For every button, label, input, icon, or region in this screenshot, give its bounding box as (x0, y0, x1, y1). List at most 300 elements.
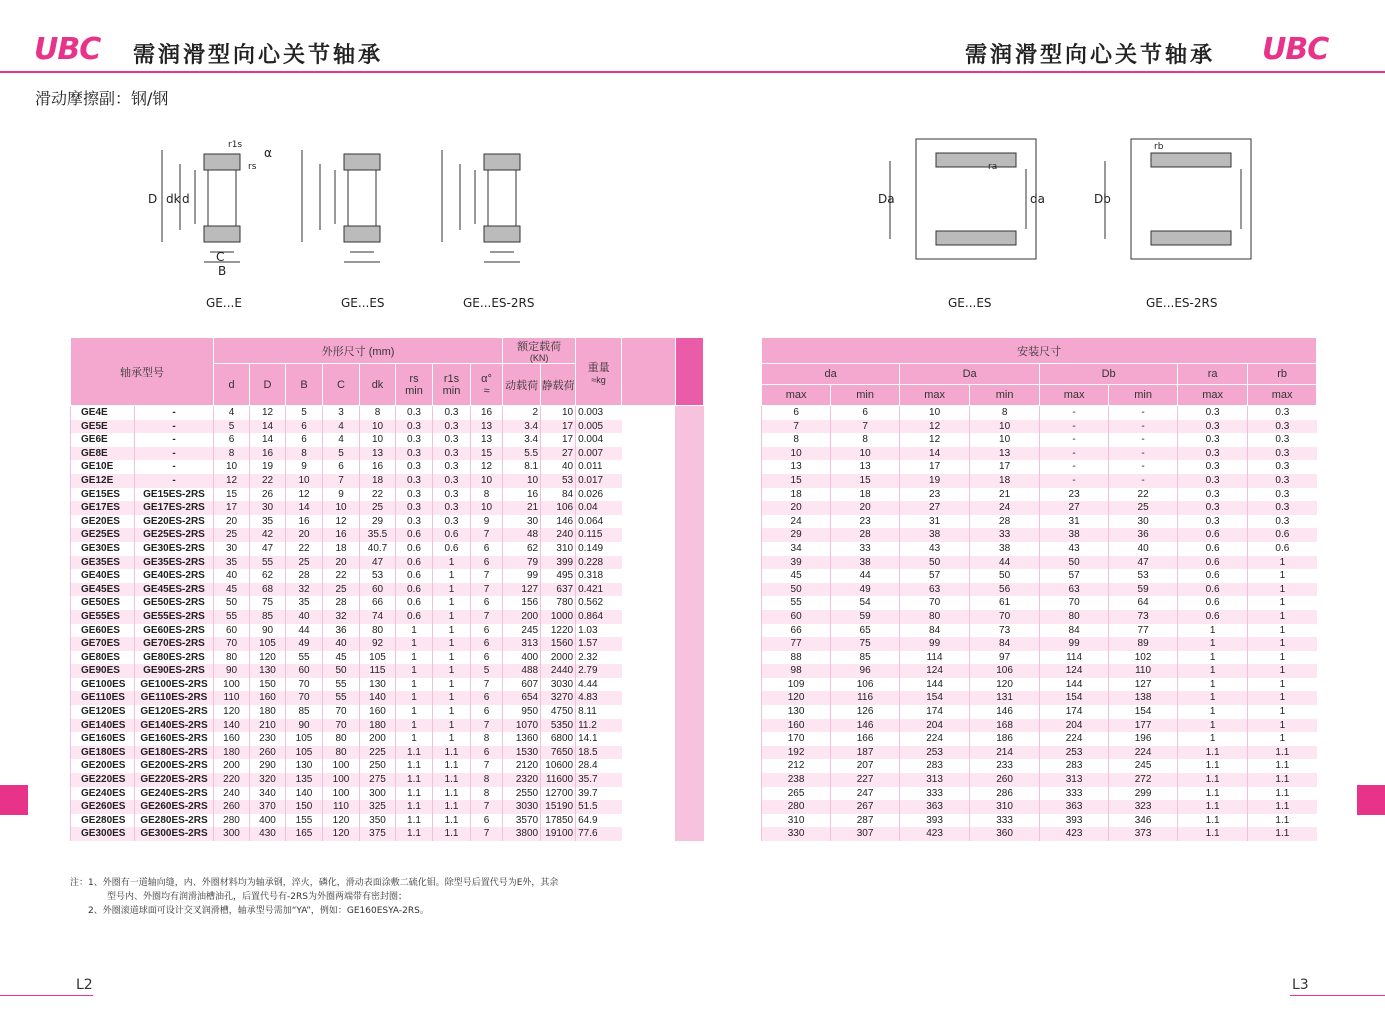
table-cell: 42 (250, 528, 286, 542)
table-cell: 2550 (503, 787, 541, 801)
dim-label-ra: ra (988, 162, 998, 172)
table-cell: GE5E (71, 420, 135, 434)
table-cell: 5350 (541, 719, 576, 733)
table-cell: GE40ES-2RS (135, 569, 214, 583)
spacer-cell (622, 501, 676, 515)
spacer-cell (622, 719, 676, 733)
table-cell: 0.562 (576, 596, 622, 610)
table-cell: 0.149 (576, 542, 622, 556)
table-cell: 245 (503, 624, 541, 638)
table-cell: 240 (214, 787, 250, 801)
table-cell: 8 (360, 406, 396, 420)
table-cell: 0.3 (396, 501, 433, 515)
table-cell: 55 (286, 651, 323, 665)
table-row (71, 827, 1317, 841)
table-cell: 2440 (541, 664, 576, 678)
diagram-ge-es (302, 150, 380, 262)
spacer-cell (622, 787, 676, 801)
table-cell: 25 (286, 556, 323, 570)
table-cell: 14.1 (576, 732, 622, 746)
spacer-cell (704, 678, 762, 692)
header-Db: Db (1040, 364, 1178, 385)
table-cell: 654 (503, 691, 541, 705)
table-cell: GE80ES (71, 651, 135, 665)
table-cell: 177 (1109, 719, 1178, 733)
table-cell: 5 (214, 420, 250, 434)
table-cell: 106 (831, 678, 900, 692)
table-cell: 130 (360, 678, 396, 692)
table-cell: 124 (1040, 664, 1109, 678)
table-cell: GE50ES (71, 596, 135, 610)
table-cell: 0.6 (1178, 610, 1248, 624)
spacer-cell (704, 773, 762, 787)
table-cell: 1.1 (433, 787, 471, 801)
table-cell: GE70ES (71, 637, 135, 651)
table-cell: 1 (1178, 624, 1248, 638)
table-cell: 10 (503, 474, 541, 488)
table-cell: 15190 (541, 800, 576, 814)
diagram-label-ge-e: GE...E (206, 296, 242, 310)
table-cell: 7650 (541, 746, 576, 760)
table-cell: 70 (900, 596, 970, 610)
table-cell: 38 (1040, 528, 1109, 542)
spacer-cell (676, 719, 704, 733)
table-cell: GE6E (71, 433, 135, 447)
table-cell: 131 (970, 691, 1040, 705)
spacer-cell (704, 705, 762, 719)
table-row (71, 637, 1317, 651)
header-dimensions: 外形尺寸 (mm) (214, 338, 503, 364)
table-cell: 1.1 (1178, 827, 1248, 841)
spacer-cell (676, 474, 704, 488)
spacer-cell (704, 596, 762, 610)
spacer-cell (676, 501, 704, 515)
table-cell: 6 (471, 814, 503, 828)
table-cell: 14 (250, 420, 286, 434)
table-cell: 210 (250, 719, 286, 733)
table-cell: 10 (360, 433, 396, 447)
header-min: min (1109, 385, 1178, 406)
table-cell: 10 (541, 406, 576, 420)
table-cell: 140 (214, 719, 250, 733)
table-cell: 0.6 (1248, 542, 1317, 556)
table-cell: 16 (503, 488, 541, 502)
table-cell: 0.3 (433, 488, 471, 502)
table-cell: 120 (762, 691, 831, 705)
spacer-cell (676, 556, 704, 570)
table-cell: 310 (541, 542, 576, 556)
table-cell: GE30ES-2RS (135, 542, 214, 556)
table-cell: 0.004 (576, 433, 622, 447)
table-cell: 8 (831, 433, 900, 447)
mount-label-ge-es-2rs: GE...ES-2RS (1146, 296, 1218, 310)
table-cell: 1 (1248, 705, 1317, 719)
table-cell: 98 (762, 664, 831, 678)
table-cell: 423 (900, 827, 970, 841)
table-cell: GE180ES (71, 746, 135, 760)
table-cell: 100 (214, 678, 250, 692)
diagram-label-ge-es-2rs: GE...ES-2RS (463, 296, 535, 310)
table-cell: 150 (250, 678, 286, 692)
table-cell: 124 (900, 664, 970, 678)
spacer-cell (622, 773, 676, 787)
table-cell: 120 (214, 705, 250, 719)
table-cell: 7 (471, 678, 503, 692)
table-cell: 0.3 (1248, 406, 1317, 420)
table-cell: 45 (323, 651, 360, 665)
table-cell: 0.228 (576, 556, 622, 570)
table-cell: 0.318 (576, 569, 622, 583)
table-cell: 0.3 (396, 433, 433, 447)
table-cell: 9 (323, 488, 360, 502)
table-cell: - (135, 474, 214, 488)
table-cell: 0.3 (1178, 460, 1248, 474)
table-cell: 227 (831, 773, 900, 787)
table-cell: 6 (286, 420, 323, 434)
table-cell: 75 (831, 637, 900, 651)
table-cell: 0.6 (1178, 569, 1248, 583)
table-cell: 13 (471, 420, 503, 434)
table-cell: 62 (503, 542, 541, 556)
table-cell: 0.3 (1248, 433, 1317, 447)
table-cell: 1.1 (1178, 759, 1248, 773)
table-cell: 50 (1040, 556, 1109, 570)
table-cell: 300 (214, 827, 250, 841)
spacer-cell (622, 474, 676, 488)
table-cell: 200 (214, 759, 250, 773)
table-cell: 6 (323, 460, 360, 474)
mount-label-ge-es: GE...ES (948, 296, 992, 310)
table-cell: 13 (970, 447, 1040, 461)
table-cell: 0.3 (1248, 515, 1317, 529)
table-cell: 77 (762, 637, 831, 651)
table-cell: 9 (471, 515, 503, 529)
table-cell: 10 (970, 433, 1040, 447)
table-cell: 8 (471, 488, 503, 502)
table-cell: 44 (970, 556, 1040, 570)
spacer-cell (704, 827, 762, 841)
table-cell: 40 (323, 637, 360, 651)
table-cell: 1 (396, 624, 433, 638)
table-cell: 13 (762, 460, 831, 474)
spacer-cell (676, 814, 704, 828)
table-cell: 29 (360, 515, 396, 529)
mount-diagram-ge-es (890, 139, 1036, 259)
table-cell: 160 (250, 691, 286, 705)
table-cell: 1 (1248, 624, 1317, 638)
table-cell: 39 (762, 556, 831, 570)
table-cell: 286 (970, 787, 1040, 801)
table-cell: 10 (762, 447, 831, 461)
spacer-cell (622, 447, 676, 461)
table-cell: 0.3 (396, 447, 433, 461)
table-cell: 1.1 (396, 773, 433, 787)
table-row (71, 556, 1317, 570)
table-cell: 140 (286, 787, 323, 801)
table-cell: 114 (1040, 651, 1109, 665)
table-cell: 192 (762, 746, 831, 760)
table-cell: 70 (970, 610, 1040, 624)
table-cell: GE35ES (71, 556, 135, 570)
table-cell: 7 (471, 583, 503, 597)
table-cell: 80 (214, 651, 250, 665)
bearing-spec-table (70, 337, 1317, 841)
table-cell: 25 (214, 528, 250, 542)
table-cell: 0.064 (576, 515, 622, 529)
table-cell: GE90ES-2RS (135, 664, 214, 678)
table-cell: - (1109, 460, 1178, 474)
table-cell: 1 (1178, 678, 1248, 692)
table-cell: 73 (1109, 610, 1178, 624)
table-cell: 0.6 (396, 556, 433, 570)
table-cell: 16 (323, 528, 360, 542)
table-cell: 38 (900, 528, 970, 542)
table-cell: 2.79 (576, 664, 622, 678)
spacer-cell (676, 678, 704, 692)
table-cell: 1 (396, 732, 433, 746)
spacer-cell (704, 556, 762, 570)
spacer-cell (622, 460, 676, 474)
table-cell: 0.026 (576, 488, 622, 502)
table-cell: 3030 (541, 678, 576, 692)
table-cell: GE120ES (71, 705, 135, 719)
spacer-cell (676, 528, 704, 542)
table-cell: 22 (286, 542, 323, 556)
header-spacer-dark (676, 338, 704, 406)
table-cell: 8 (286, 447, 323, 461)
table-cell: 180 (214, 746, 250, 760)
table-cell: 250 (360, 759, 396, 773)
table-cell: 68 (250, 583, 286, 597)
table-cell: 109 (762, 678, 831, 692)
table-cell: 3 (323, 406, 360, 420)
table-cell: 6 (471, 596, 503, 610)
table-cell: 0.3 (1178, 474, 1248, 488)
table-cell: 65 (831, 624, 900, 638)
table-cell: 230 (250, 732, 286, 746)
table-cell: 1.1 (433, 800, 471, 814)
spacer-cell (622, 664, 676, 678)
table-cell: GE30ES (71, 542, 135, 556)
table-cell: 13 (831, 460, 900, 474)
spacer-cell (622, 759, 676, 773)
diagram-label-ge-es: GE...ES (341, 296, 385, 310)
table-cell: 31 (900, 515, 970, 529)
table-cell: 116 (831, 691, 900, 705)
table-cell: 33 (970, 528, 1040, 542)
table-cell: 0.3 (396, 406, 433, 420)
table-cell: 186 (970, 732, 1040, 746)
table-cell: GE300ES-2RS (135, 827, 214, 841)
table-cell: 1 (396, 637, 433, 651)
spacer-cell (622, 637, 676, 651)
table-cell: 55 (762, 596, 831, 610)
header-Da: Da (900, 364, 1040, 385)
table-cell: 6 (471, 746, 503, 760)
table-cell: 32 (286, 583, 323, 597)
table-cell: 1 (433, 610, 471, 624)
table-cell: 245 (1109, 759, 1178, 773)
table-cell: 110 (214, 691, 250, 705)
table-cell: 5 (286, 406, 323, 420)
table-cell: GE160ES (71, 732, 135, 746)
table-cell: 1 (396, 705, 433, 719)
spacer-cell (676, 827, 704, 841)
table-cell: GE90ES (71, 664, 135, 678)
table-cell: 60 (214, 624, 250, 638)
table-cell: 43 (900, 542, 970, 556)
table-cell: 0.6 (433, 528, 471, 542)
table-cell: 59 (1109, 583, 1178, 597)
spacer-cell (704, 528, 762, 542)
side-tab-right (1357, 785, 1385, 815)
dim-label-C: C (216, 250, 225, 264)
table-cell: 70 (323, 719, 360, 733)
table-row (71, 691, 1317, 705)
spacer-cell (676, 583, 704, 597)
table-cell: 393 (1040, 814, 1109, 828)
header-max: max (1248, 385, 1317, 406)
table-cell: 1 (433, 705, 471, 719)
dim-label-B: B (218, 264, 227, 278)
table-cell: 35 (286, 596, 323, 610)
table-cell: 66 (360, 596, 396, 610)
table-cell: 1360 (503, 732, 541, 746)
table-cell: 180 (250, 705, 286, 719)
table-cell: GE4E (71, 406, 135, 420)
spacer-cell (704, 651, 762, 665)
table-cell: 97 (970, 651, 1040, 665)
dim-label-da: da (1030, 192, 1045, 206)
diagram-ge-e (162, 150, 240, 262)
table-cell: 89 (1109, 637, 1178, 651)
table-cell: 1.1 (1248, 814, 1317, 828)
table-cell: 200 (503, 610, 541, 624)
table-cell: 100 (323, 773, 360, 787)
table-cell: 102 (1109, 651, 1178, 665)
table-cell: 99 (503, 569, 541, 583)
table-row (71, 488, 1317, 502)
table-cell: 5 (471, 664, 503, 678)
table-cell: 14 (286, 501, 323, 515)
table-cell: 224 (900, 732, 970, 746)
table-cell: 373 (1109, 827, 1178, 841)
bearing-section-diagrams (140, 130, 580, 290)
table-cell: 0.3 (1248, 488, 1317, 502)
table-cell: 320 (250, 773, 286, 787)
table-cell: 53 (360, 569, 396, 583)
table-cell: 168 (970, 719, 1040, 733)
table-cell: 28 (286, 569, 323, 583)
table-cell: 1 (1248, 596, 1317, 610)
dim-label-alpha: α (264, 146, 272, 160)
table-cell: GE110ES-2RS (135, 691, 214, 705)
spacer-cell (676, 420, 704, 434)
spacer-cell (704, 732, 762, 746)
table-cell: 105 (286, 732, 323, 746)
table-cell: 63 (900, 583, 970, 597)
table-cell: 1 (433, 637, 471, 651)
table-cell: 7 (471, 827, 503, 841)
table-cell: 8 (471, 773, 503, 787)
table-cell: 18 (970, 474, 1040, 488)
table-cell: 36 (1109, 528, 1178, 542)
table-cell: 1 (433, 719, 471, 733)
dim-label-Da: Da (878, 192, 895, 206)
page-title-right: 需润滑型向心关节轴承 (965, 43, 1216, 68)
table-cell: 14 (900, 447, 970, 461)
table-cell: GE12E (71, 474, 135, 488)
table-cell: 1 (433, 596, 471, 610)
table-cell: 90 (250, 624, 286, 638)
table-cell: 240 (541, 528, 576, 542)
table-cell: GE240ES-2RS (135, 787, 214, 801)
table-cell: GE220ES-2RS (135, 773, 214, 787)
table-cell: 1 (1248, 678, 1317, 692)
table-cell: - (1040, 460, 1109, 474)
header-static-load: 静载荷 (541, 364, 576, 406)
spacer-cell (676, 746, 704, 760)
dim-label-dk: dk (166, 192, 181, 206)
spacer-cell (622, 542, 676, 556)
table-cell: 127 (1109, 678, 1178, 692)
table-cell: 283 (900, 759, 970, 773)
table-cell: GE20ES (71, 515, 135, 529)
table-cell: 53 (541, 474, 576, 488)
table-cell: 39.7 (576, 787, 622, 801)
table-cell: 1 (1248, 583, 1317, 597)
table-cell: 30 (503, 515, 541, 529)
table-cell: 77.6 (576, 827, 622, 841)
table-row (71, 406, 1317, 420)
table-cell: 18 (831, 488, 900, 502)
table-cell: - (1109, 474, 1178, 488)
table-cell: 1 (1248, 637, 1317, 651)
table-cell: 4.83 (576, 691, 622, 705)
table-cell: 146 (831, 719, 900, 733)
table-cell: 100 (323, 759, 360, 773)
table-cell: 150 (286, 800, 323, 814)
spacer-cell (676, 691, 704, 705)
table-cell: 325 (360, 800, 396, 814)
table-cell: 7 (471, 800, 503, 814)
table-cell: 1.57 (576, 637, 622, 651)
table-row (71, 460, 1317, 474)
table-cell: 6 (286, 433, 323, 447)
table-cell: GE60ES-2RS (135, 624, 214, 638)
table-cell: 12 (286, 488, 323, 502)
mounting-diagrams (880, 135, 1260, 265)
table-cell: 196 (1109, 732, 1178, 746)
table-cell: - (135, 406, 214, 420)
table-cell: 10 (323, 501, 360, 515)
table-cell: 299 (1109, 787, 1178, 801)
table-cell: 0.3 (1178, 447, 1248, 461)
spacer-cell (704, 569, 762, 583)
table-cell: 7 (762, 420, 831, 434)
table-cell: 6800 (541, 732, 576, 746)
table-cell: 35.5 (360, 528, 396, 542)
table-cell: 16 (360, 460, 396, 474)
table-cell: 154 (1040, 691, 1109, 705)
table-row (71, 773, 1317, 787)
table-cell: - (135, 420, 214, 434)
table-cell: 12 (250, 406, 286, 420)
table-cell: 1.1 (396, 787, 433, 801)
table-cell: GE35ES-2RS (135, 556, 214, 570)
table-cell: 0.3 (433, 433, 471, 447)
table-cell: 57 (900, 569, 970, 583)
